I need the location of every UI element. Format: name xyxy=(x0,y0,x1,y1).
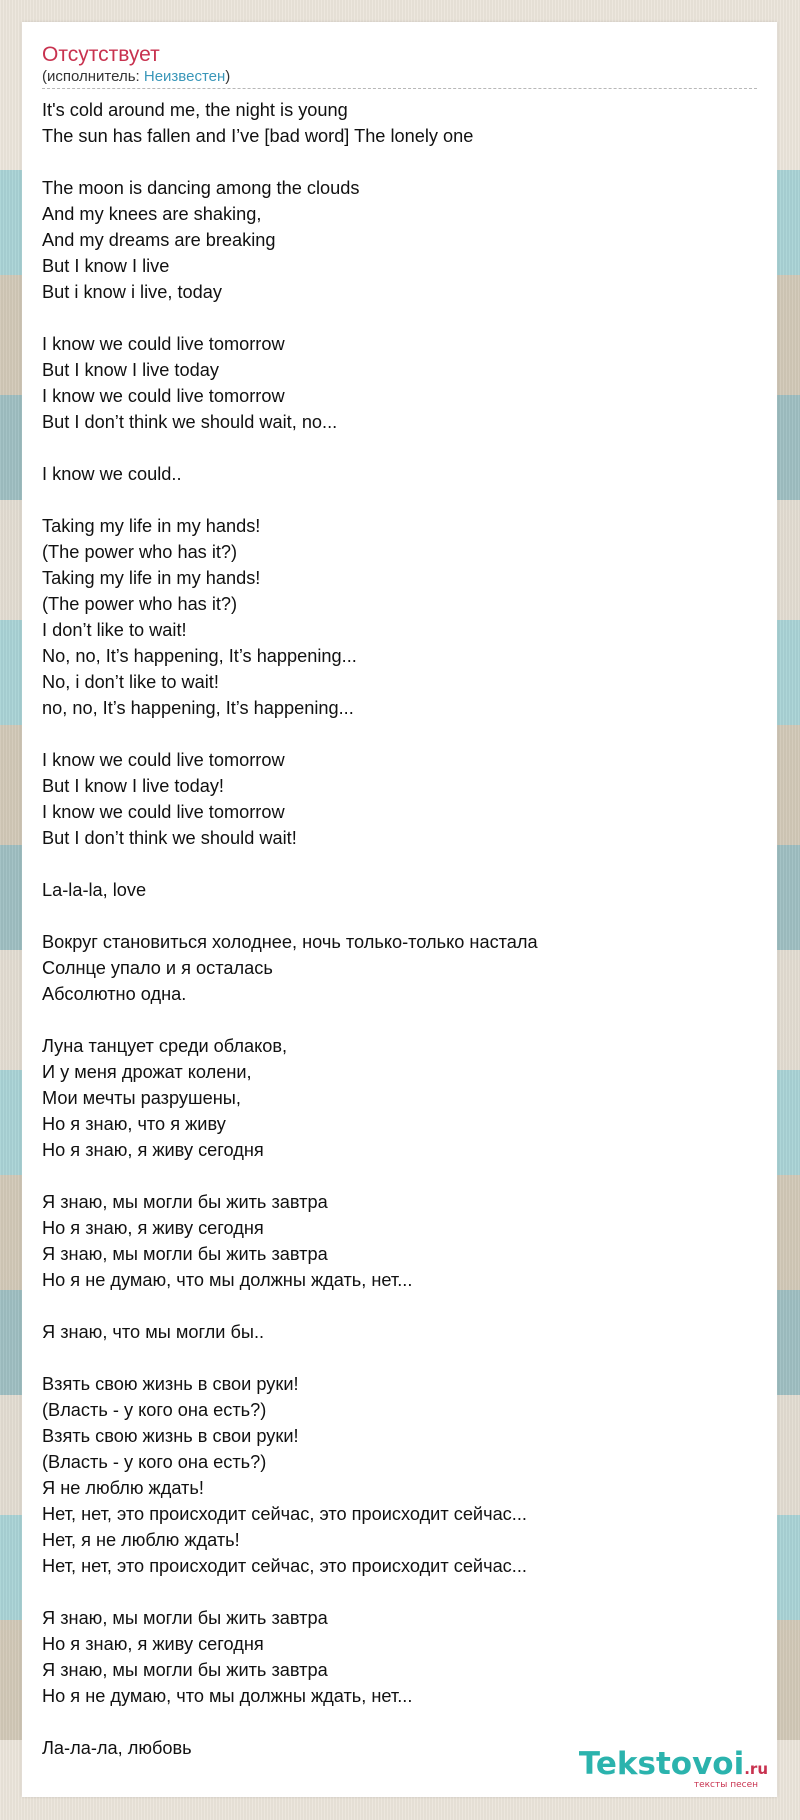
lyric-line: The sun has fallen and I’ve [bad word] The lonely one xyxy=(42,126,474,146)
lyric-line: Вокруг становиться холоднее, ночь только-только настала xyxy=(42,932,538,952)
logo-wordmark: Tekstovoi xyxy=(578,1746,745,1782)
song-title: Отсутствует xyxy=(42,43,160,66)
lyric-blank-line xyxy=(42,487,757,513)
lyric-line: I don’t like to wait! xyxy=(42,620,187,640)
lyric-line: Взять свою жизнь в свои руки! xyxy=(42,1426,299,1446)
artist-link[interactable]: Неизвестен xyxy=(143,68,226,85)
lyric-line: And my knees are shaking, xyxy=(42,204,262,224)
lyric-line: Я знаю, мы могли бы жить завтра xyxy=(42,1660,328,1680)
lyric-line: I know we could live tomorrow xyxy=(42,386,285,406)
lyric-line: (Власть - у кого она есть?) xyxy=(42,1400,267,1420)
lyric-line: But I don’t think we should wait, no... xyxy=(42,412,338,432)
lyric-line: But I know I live today xyxy=(42,360,219,380)
lyric-line: И у меня дрожат колени, xyxy=(42,1062,252,1082)
lyric-blank-line xyxy=(42,435,757,461)
lyric-blank-line xyxy=(42,1007,757,1033)
lyric-line: (The power who has it?) xyxy=(42,542,238,562)
lyric-line: Ла-ла-ла, любовь xyxy=(42,1738,192,1758)
lyric-line: Взять свою жизнь в свои руки! xyxy=(42,1374,299,1394)
lyric-blank-line xyxy=(42,1293,757,1319)
lyric-line: But I know I live today! xyxy=(42,776,224,796)
lyric-line: Я не люблю ждать! xyxy=(42,1478,204,1498)
lyric-line: Солнце упало и я осталась xyxy=(42,958,273,978)
lyric-line: Но я не думаю, что мы должны ждать, нет... xyxy=(42,1270,413,1290)
lyric-blank-line xyxy=(42,1709,757,1735)
lyric-line: Но я знаю, я живу сегодня xyxy=(42,1218,264,1238)
lyric-line: Taking my life in my hands! xyxy=(42,568,261,588)
lyrics-card xyxy=(22,22,777,1797)
lyric-line: Я знаю, мы могли бы жить завтра xyxy=(42,1244,328,1264)
site-logo[interactable] xyxy=(578,1746,768,1790)
lyric-line: Луна танцует среди облаков, xyxy=(42,1036,288,1056)
lyric-line: Абсолютно одна. xyxy=(42,984,187,1004)
lyric-line: La-la-la, love xyxy=(42,880,147,900)
lyric-blank-line xyxy=(42,903,757,929)
lyric-line: I know we could live tomorrow xyxy=(42,750,285,770)
artist-line xyxy=(42,68,757,89)
lyric-blank-line xyxy=(42,149,757,175)
lyric-line: Но я не думаю, что мы должны ждать, нет... xyxy=(42,1686,413,1706)
lyric-line: Но я знаю, я живу сегодня xyxy=(42,1140,264,1160)
lyric-blank-line xyxy=(42,851,757,877)
lyric-line: No, i don’t like to wait! xyxy=(42,672,219,692)
lyric-line: But I know I live xyxy=(42,256,170,276)
lyrics-text xyxy=(42,97,757,1761)
lyric-line: But I don’t think we should wait! xyxy=(42,828,297,848)
lyric-line: No, no, It’s happening, It’s happening... xyxy=(42,646,357,666)
lyric-blank-line xyxy=(42,1579,757,1605)
lyric-line: Но я знаю, что я живу xyxy=(42,1114,226,1134)
lyric-line: But i know i live, today xyxy=(42,282,222,302)
lyric-line: Нет, нет, это происходит сейчас, это происходит сейчас... xyxy=(42,1556,527,1576)
lyric-line: It's cold around me, the night is young xyxy=(42,100,348,120)
lyric-line: Нет, нет, это происходит сейчас, это происходит сейчас... xyxy=(42,1504,527,1524)
lyric-blank-line xyxy=(42,1345,757,1371)
lyric-line: Я знаю, что мы могли бы.. xyxy=(42,1322,265,1342)
lyric-line: I know we could live tomorrow xyxy=(42,334,285,354)
lyric-blank-line xyxy=(42,1163,757,1189)
lyric-line: (Власть - у кого она есть?) xyxy=(42,1452,267,1472)
lyric-line: I know we could.. xyxy=(42,464,182,484)
logo-domain: .ru xyxy=(744,1760,768,1778)
lyric-line: I know we could live tomorrow xyxy=(42,802,285,822)
lyric-line: The moon is dancing among the clouds xyxy=(42,178,360,198)
lyric-line: no, no, It’s happening, It’s happening... xyxy=(42,698,354,718)
lyric-line: Нет, я не люблю ждать! xyxy=(42,1530,240,1550)
lyric-blank-line xyxy=(42,305,757,331)
lyric-line: Я знаю, мы могли бы жить завтра xyxy=(42,1608,328,1628)
lyric-line: Taking my life in my hands! xyxy=(42,516,261,536)
lyric-line: Я знаю, мы могли бы жить завтра xyxy=(42,1192,328,1212)
lyric-line: (The power who has it?) xyxy=(42,594,238,614)
lyric-line: Мои мечты разрушены, xyxy=(42,1088,241,1108)
lyric-line: Но я знаю, я живу сегодня xyxy=(42,1634,264,1654)
logo-tagline: тексты песен xyxy=(693,1780,758,1790)
lyric-blank-line xyxy=(42,721,757,747)
lyric-line: And my dreams are breaking xyxy=(42,230,276,250)
artist-suffix: ) xyxy=(225,68,231,85)
artist-prefix: (исполнитель: xyxy=(42,68,144,85)
